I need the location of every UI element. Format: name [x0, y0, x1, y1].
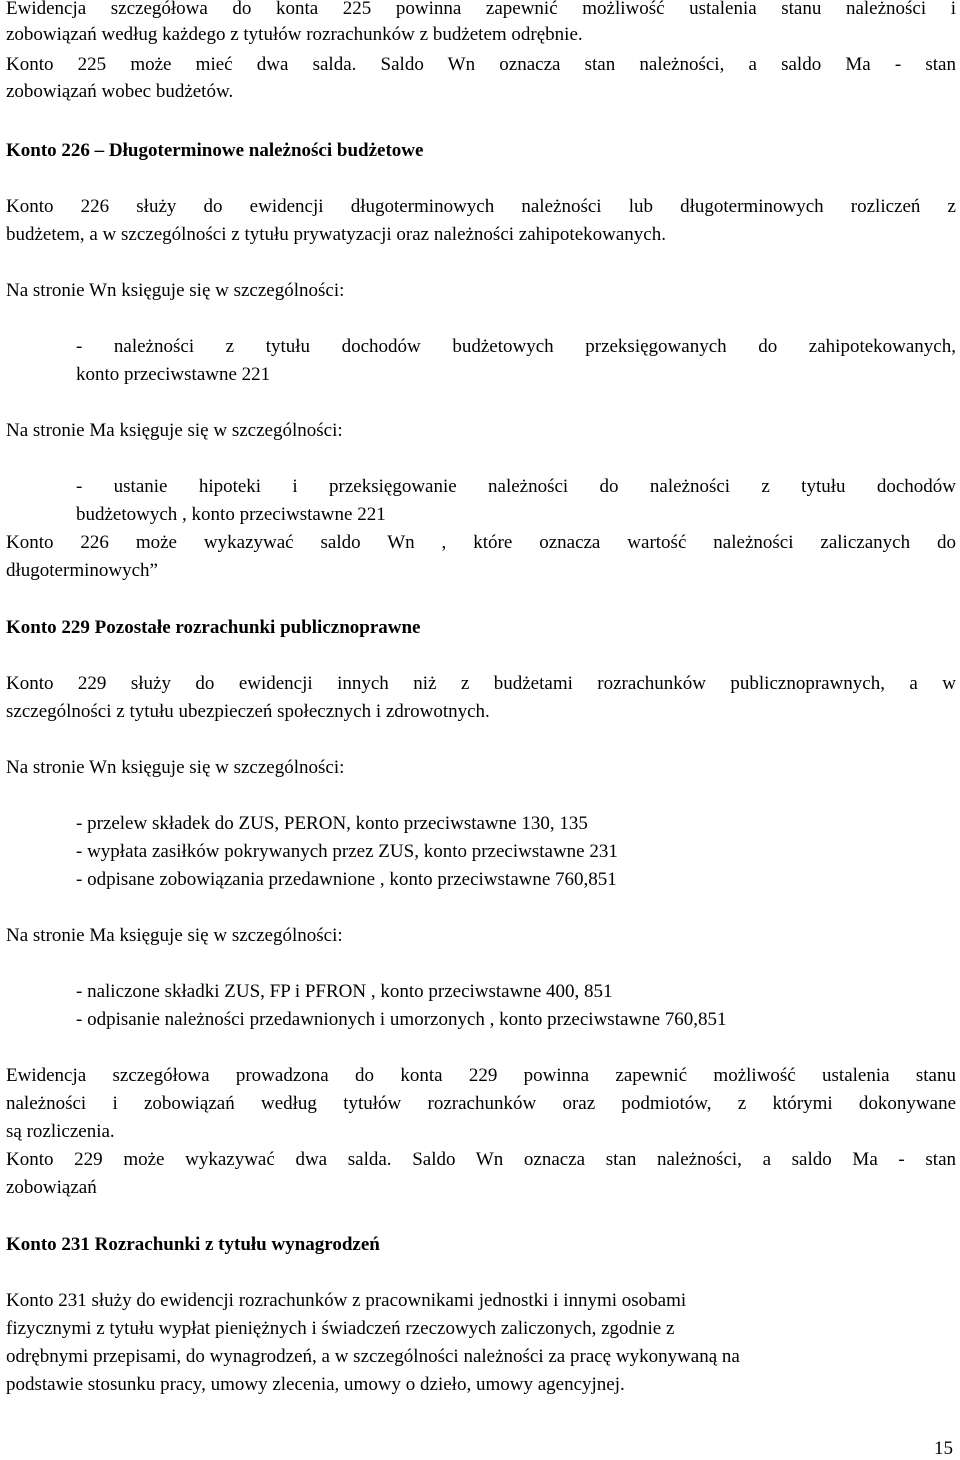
text-line: są rozliczenia. [6, 1121, 115, 1142]
section-heading: Konto 229 Pozostałe rozrachunki publicznoprawne [6, 617, 421, 638]
text-line: podstawie stosunku pracy, umowy zlecenia, umowy o dzieło, umowy agencyjnej. [6, 1374, 625, 1395]
text-line: budżetem, a w szczególności z tytułu prywatyzacji oraz należności zahipotekowanych. [6, 224, 666, 245]
text-line: Konto 226 służy do ewidencji długoterminowych należności lub długoterminowych rozliczeń z [6, 196, 956, 217]
list-item: - ustanie hipoteki i przeksięgowanie należności do należności z tytułu dochodów [76, 476, 956, 497]
list-item: konto przeciwstawne 221 [76, 364, 271, 385]
text-line: Ewidencja szczegółowa do konta 225 powinna zapewnić możliwość ustalenia stanu należności i [6, 0, 956, 19]
list-item: - odpisanie należności przedawnionych i umorzonych , konto przeciwstawne 760,851 [76, 1009, 727, 1030]
text-line: należności i zobowiązań według tytułów rozrachunków oraz podmiotów, z którymi dokonywane [6, 1093, 956, 1114]
text-line: odrębnymi przepisami, do wynagrodzeń, a w szczególności należności za pracę wykonywaną na [6, 1346, 740, 1367]
section-heading: Konto 231 Rozrachunki z tytułu wynagrodzeń [6, 1234, 380, 1255]
list-item: - wypłata zasiłków pokrywanych przez ZUS, konto przeciwstawne 231 [76, 841, 618, 862]
list-item: - przelew składek do ZUS, PERON, konto przeciwstawne 130, 135 [76, 813, 588, 834]
list-item: budżetowych , konto przeciwstawne 221 [76, 504, 386, 525]
text-line: zobowiązań wobec budżetów. [6, 81, 234, 102]
wn-side-header: Na stronie Wn księguje się w szczególności: [6, 757, 345, 778]
text-line: zobowiązań według każdego z tytułów rozrachunków z budżetem odrębnie. [6, 24, 583, 45]
list-item: - naliczone składki ZUS, FP i PFRON , konto przeciwstawne 400, 851 [76, 981, 613, 1002]
text-line: Konto 225 może mieć dwa salda. Saldo Wn oznacza stan należności, a saldo Ma - stan [6, 54, 956, 75]
text-line: szczególności z tytułu ubezpieczeń społecznych i zdrowotnych. [6, 701, 490, 722]
ma-side-header: Na stronie Ma księguje się w szczególności: [6, 420, 343, 441]
wn-side-header: Na stronie Wn księguje się w szczególności: [6, 280, 345, 301]
text-line: Konto 229 może wykazywać dwa salda. Saldo Wn oznacza stan należności, a saldo Ma - stan [6, 1149, 956, 1170]
list-item: - należności z tytułu dochodów budżetowych przeksięgowanych do zahipotekowanych, [76, 336, 956, 357]
section-heading: Konto 226 – Długoterminowe należności budżetowe [6, 140, 424, 161]
ma-side-header: Na stronie Ma księguje się w szczególności: [6, 925, 343, 946]
text-line: Konto 231 służy do ewidencji rozrachunków z pracownikami jednostki i innymi osobami [6, 1290, 687, 1311]
text-line: fizycznymi z tytułu wypłat pieniężnych i świadczeń rzeczowych zaliczonych, zgodnie z [6, 1318, 675, 1339]
page-number: 15 [934, 1438, 953, 1459]
text-line: Ewidencja szczegółowa prowadzona do konta 229 powinna zapewnić możliwość ustalenia stanu [6, 1065, 956, 1086]
text-line: Konto 229 służy do ewidencji innych niż z budżetami rozrachunków publicznoprawnych, a w [6, 673, 956, 694]
text-line: zobowiązań [6, 1177, 97, 1198]
text-line: długoterminowych” [6, 560, 158, 581]
list-item: - odpisane zobowiązania przedawnione , konto przeciwstawne 760,851 [76, 869, 617, 890]
text-line: Konto 226 może wykazywać saldo Wn , które oznacza wartość należności zaliczanych do [6, 532, 956, 553]
